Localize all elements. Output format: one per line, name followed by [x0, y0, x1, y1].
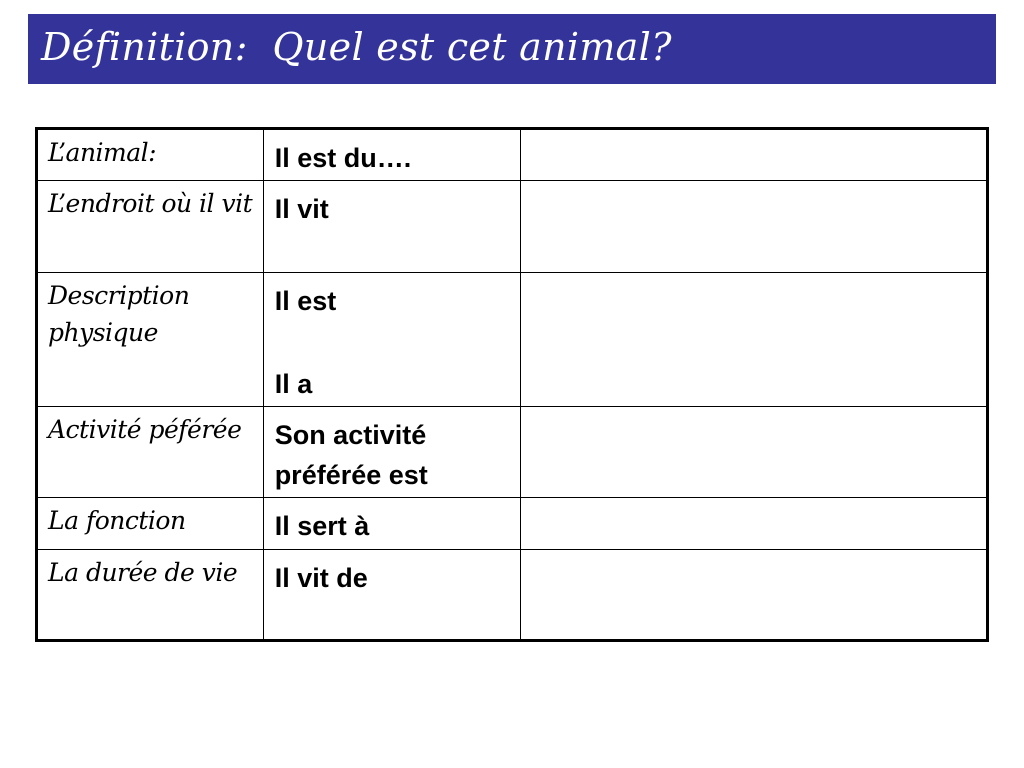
table-row-activity [37, 407, 988, 498]
sentence-starter: Il vit [274, 194, 329, 224]
row-label: Description physique [48, 281, 190, 347]
sentence-starter: Il est [274, 286, 337, 316]
animal-definition-table [35, 127, 989, 642]
label-cell [37, 498, 264, 550]
answer-cell[interactable] [521, 550, 988, 641]
sentence-cell [263, 498, 520, 550]
answer-cell[interactable] [521, 407, 988, 498]
table-row-habitat [37, 181, 988, 273]
answer-cell[interactable] [521, 181, 988, 273]
sentence-cell [263, 407, 520, 498]
answer-cell[interactable] [521, 129, 988, 181]
sentence-starter: Il vit de [274, 563, 368, 593]
row-label: La fonction [48, 506, 186, 535]
sentence-cell [263, 550, 520, 641]
row-label: L’endroit où il vit [48, 189, 253, 218]
row-label: La durée de vie [48, 558, 238, 587]
sentence-cell [263, 181, 520, 273]
answer-cell[interactable] [521, 498, 988, 550]
title-bar [28, 14, 996, 84]
table-row-lifespan [37, 550, 988, 641]
table-row-function [37, 498, 988, 550]
sentence-starter: Son activité préférée est [274, 420, 428, 490]
answer-cell[interactable] [521, 273, 988, 407]
slide-title: Définition: Quel est cet animal? [41, 25, 672, 69]
sentence-starter: Il sert à [274, 511, 370, 541]
sentence-cell [263, 129, 520, 181]
label-cell [37, 407, 264, 498]
row-label: L’animal: [48, 138, 157, 167]
table-row-description [37, 273, 988, 407]
table-row-animal [37, 129, 988, 181]
label-cell [37, 273, 264, 407]
spacer [264, 321, 520, 364]
label-cell [37, 129, 264, 181]
sentence-starter: Il est du…. [274, 143, 412, 173]
label-cell [37, 550, 264, 641]
label-cell [37, 181, 264, 273]
sentence-starter: Il a [274, 369, 313, 399]
sentence-cell [263, 273, 520, 407]
row-label: Activité péférée [48, 415, 242, 444]
